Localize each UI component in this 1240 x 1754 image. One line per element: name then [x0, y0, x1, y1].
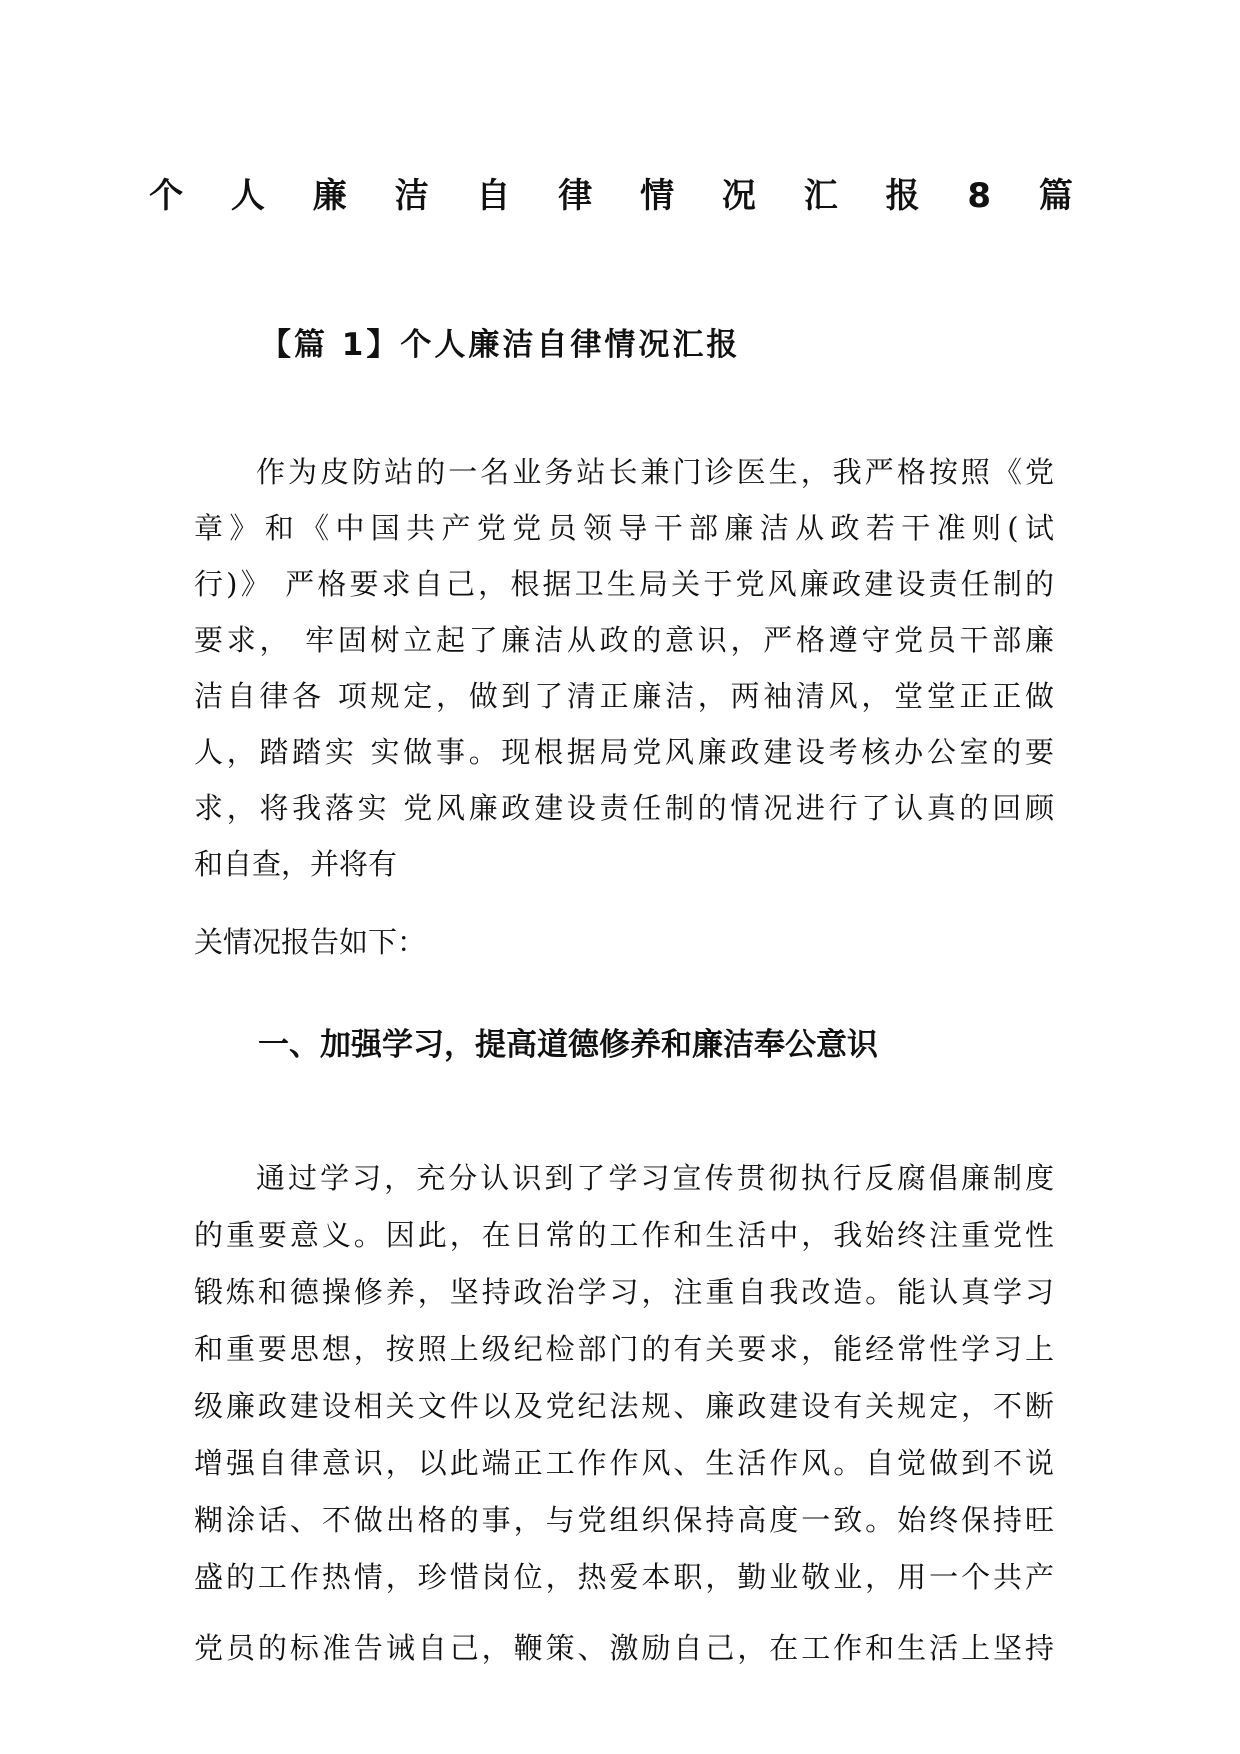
paragraph-line: 和自查，并将有 — [194, 847, 398, 881]
paragraph-line: 和重要思想，按照上级纪检部门的有关要求，能经常性学习上 — [194, 1332, 1054, 1366]
document-title: 个 人 廉 洁 自 律 情 况 汇 报 8 篇 — [149, 176, 1091, 216]
paragraph-line: 行)》 严格要求自己，根据卫生局关于党风廉政建设责任制的 — [194, 567, 1054, 601]
paragraph-line: 的重要意义。因此，在日常的工作和生活中，我始终注重党性 — [194, 1218, 1054, 1252]
paragraph-line: 人，踏踏实 实做事。现根据局党风廉政建设考核办公室的要 — [194, 735, 1054, 769]
paragraph-line: 要求， 牢固树立起了廉洁从政的意识，严格遵守党员干部廉 — [194, 623, 1054, 657]
paragraph-line: 作为皮防站的一名业务站长兼门诊医生，我严格按照《党 — [256, 455, 1054, 489]
paragraph-line: 糊涂话、不做出格的事，与党组织保持高度一致。始终保持旺 — [194, 1503, 1054, 1537]
paragraph-line: 通过学习，充分认识到了学习宣传贯彻执行反腐倡廉制度 — [256, 1161, 1054, 1195]
paragraph-line: 锻炼和德操修养，坚持政治学习，注重自我改造。能认真学习 — [194, 1275, 1054, 1309]
section-heading: 一、加强学习，提高道德修养和廉洁奉公意识 — [258, 1027, 878, 1063]
paragraph-line: 增强自律意识，以此端正工作作风、生活作风。自觉做到不说 — [194, 1446, 1054, 1480]
paragraph-line: 关情况报告如下： — [194, 925, 427, 959]
paragraph-line: 盛的工作热情，珍惜岗位，热爱本职，勤业敬业，用一个共产 — [194, 1560, 1054, 1594]
paragraph-line: 求，将我落实 党风廉政建设责任制的情况进行了认真的回顾 — [194, 791, 1054, 825]
paragraph-line: 洁自律各 项规定，做到了清正廉洁，两袖清风，堂堂正正做 — [194, 679, 1054, 713]
paragraph-line: 章》和《中国共产党党员领导干部廉洁从政若干准则(试 — [194, 511, 1054, 545]
paragraph-line: 级廉政建设相关文件以及党纪法规、廉政建设有关规定，不断 — [194, 1389, 1054, 1423]
section-title: 【篇 1】个人廉洁自律情况汇报 — [260, 327, 741, 363]
paragraph-line: 党员的标准告诫自己，鞭策、激励自己，在工作和生活上坚持 — [194, 1631, 1054, 1665]
